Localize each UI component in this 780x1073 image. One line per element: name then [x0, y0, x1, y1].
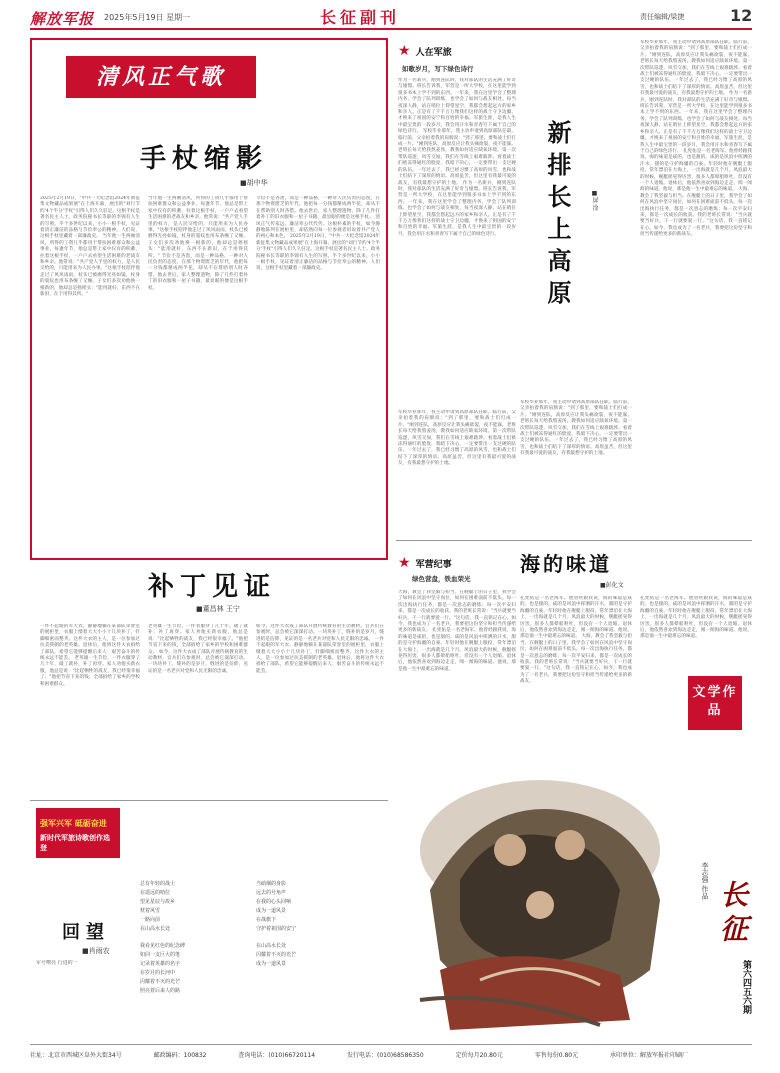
poem-line: 我看见红色的纪念碑: [140, 943, 186, 949]
footer: [30, 1050, 752, 1059]
artwork-caption: 李志强 作品: [701, 862, 709, 900]
article-column: [40, 196, 140, 546]
star-icon: ★: [398, 555, 411, 571]
article-column: [256, 196, 380, 546]
article-column: [520, 400, 632, 530]
special-banner-line2: 新时代军旅诗歌创作选登: [40, 833, 110, 852]
paragraph: 节俭不是吝啬，而是一种品格，一种对人民负责的态度。在那个物资匮乏的年代，他把每一分钱都掰成两半花，却从不在帮助别人时吝惜。他去世后，家人整理遗物，除了几件打着补丁的旧衣服和一屋子书籍，最显眼的便是这根手杖。: [256, 196, 380, 221]
poem-line: 闪耀着不灭的光芒: [256, 952, 297, 958]
poem-line: 在山高水长处: [140, 926, 171, 932]
article-column: [148, 624, 248, 794]
paragraph: 大海，教会了我坚毅与担当。在舰艇上的日子里，我学会了如何在风浪中坚守岗位，如何在困难面前不低头。每一次出海执行任务，都是一次意志的磨炼；每一次平安归来，都是一次成长的收获。我的老班长常说："当兵就要当好兵，干一行就要爱一行。"这句话，我一直铭记在心。如今，我也成为了一名老兵，我要把这份坚守和担当传递给更多的新战友。: [520, 634, 632, 685]
poem-line: 如同一支巨大的笔: [140, 952, 181, 958]
poem-author: ■肖雨农: [82, 947, 110, 955]
article-author: ■胡中华: [240, 179, 268, 187]
poem-line: 记录着英雄的名字: [140, 961, 181, 967]
poem-line: 当硝烟的身影: [256, 881, 287, 887]
article-column: [256, 624, 384, 794]
story-author: ■彭化文: [600, 582, 624, 589]
paragraph: 当年他一生两袖清风，所得的工资几乎都用于帮扶困难群众和公益事业。每逢年节，他总是带上家中仅有的积蓄，拄着这根手杖，一户户去看望生活困难的老战友和乡亲。他常说："共产党人手里的权力，是人民交给的，只能用来为人民办事。"这根手杖陪伴他走过了风风雨雨，杖头已被磨得光亮如镜，杖身的裂纹也用布条缠了又缠。子女们多次劝他换一根新的，他却总是摇摇头："能用就好，东西不在新旧，在于用得其所。": [40, 234, 140, 298]
article-column: [40, 624, 140, 794]
paragraph: 大海，教会了我坚毅与担当。在舰艇上的日子里，我学会了如何在风浪中坚守岗位，如何在困难面前不低头。每一次出海执行任务，都是一次意志的磨炼；每一次平安归来，都是一次成长的收获。我的老班长常说："当兵就要当好兵，干一行就要爱一行。"这句话，我一直铭记在心。如今，我也成为了一名老兵，我要把这份坚守和担当传递给更多的新战友。: [398, 590, 516, 634]
paragraph: 军校毕业那年，我主动申请到高原部队任职。临行前，父亲拍着我的肩膀说："到了那里，要和战士们打成一片。"刚到连队，高原反应让我头痛欲裂，夜不能寐。老班长每天给我熬姜汤，教我如何适应缺氧环境。第一次带队巡逻，风雪交加，我们在雪线上艰难跋涉。看着战士们被冻得通红的脸庞，我暗下决心，一定要带出一支过硬的队伍。一年过去了，我已经习惯了高原的风雪，也和战士们结下了深厚的情谊。高原虽苦，但这里有我最可爱的战友，有我最想守护的土地。: [520, 400, 632, 457]
header-rule: [30, 28, 752, 30]
poem-column: [140, 942, 220, 996]
poem-line: 在战旗下: [256, 917, 277, 923]
paragraph: 作为一名新兵，刚到连队时，我对部队的生活充满了好奇与憧憬。班长告诉我，军营是一所大学校，在这里能学到很多书本上学不到的东西。一年来，我在这里学会了整理内务，学会了队列训练，也学会了如何与战友相处。每当夜深人静，站在哨位上仰望星空，我都会想起远方的家乡和亲人。正是有了千千万万像我们这样的战士守卫边疆，才换来了祖国的安宁和百姓的幸福。军旅生涯，是我人生中最宝贵的一段岁月，我会用汗水和青春写下属于自己的绿色诗行。: [640, 91, 752, 154]
section-subtitle: 绿色营盘，铁血荣光: [412, 575, 471, 583]
paragraph: 清风正气传家远，廉洁奉公代代传。这根朴素的手杖，如今静静地陈列在展柜里，却依然向每一位参观者诉说着共产党人的初心和本色。: [256, 215, 380, 240]
special-banner: [36, 808, 120, 858]
story-title: 海的味道: [520, 552, 612, 576]
footer-price: 定价每月20.80元: [455, 1052, 503, 1059]
issue-number: 第六四五六期: [741, 960, 751, 1014]
section-tag: [398, 552, 452, 571]
poem-line: 远去的号角声: [256, 890, 287, 896]
paragraph: 一件不起眼的军大衣，静静地躺在某部队荣誉室的展柜里，衣服上缀着大大小小十几块补丁，针脚细密而整齐。这件大衣的主人，是一位参加过抗美援朝的老英雄。退休后，他将这件大衣捐给了部队，希望它能够提醒后来人：艰苦奋斗的传统永远不能丢。: [256, 636, 384, 674]
section-tag: [398, 40, 452, 59]
article-column: [640, 40, 752, 530]
footer-phone: 查询电话：(010)66720114: [238, 1052, 316, 1059]
article-title: 补丁见证: [148, 572, 277, 602]
paragraph: 作为一名新兵，刚到连队时，我对部队的生活充满了好奇与憧憬。班长告诉我，军营是一所大学校，在这里能学到很多书本上学不到的东西。一年来，我在这里学会了整理内务，学会了队列训练，也学会了如何与战友相处。每当夜深人静，站在哨位上仰望星空，我都会想起远方的家乡和亲人。正是有了千千万万像我们这样的战士守卫边疆，才换来了祖国的安宁和百姓的幸福。军旅生涯，是我人生中最宝贵的一段岁月，我会用汗水和青春写下属于自己的绿色诗行。: [398, 78, 516, 135]
poem-footnote: 军号嘹亮 行进的一: [36, 960, 78, 966]
poem-line: 在岁月的长河中: [140, 970, 176, 976]
article-column: [398, 410, 516, 530]
poem-column: [256, 942, 346, 969]
divider: [30, 800, 388, 801]
poem-line: 成为一道风景: [256, 908, 287, 914]
paragraph: 2025年2月19日，"中共一大纪念馆2024年新征集文物藏品成果展"在上海开幕，展出的"刘行节约'4个半分'手杖"引得人们久久驻足。这根手杖是著名民主人士、政务院秘书长等职的李锦有人生的写照。半个多世纪以来，小小一根手杖，见证着清正廉洁的品格与节俭奉公的精神。人们说，这根手杖里藏着一部廉政史。: [256, 234, 380, 272]
article-column: [520, 596, 632, 746]
issue-date: 2025年5月19日 星期一: [104, 13, 191, 22]
paragraph: 军校毕业那年，我主动申请到高原部队任职。临行前，父亲拍着我的肩膀说："到了那里，要和战士们打成一片。"刚到连队，高原反应让我头痛欲裂，夜不能寐。老班长每天给我熬姜汤，教我如何适应缺氧环境。第一次带队巡逻，风雪交加，我们在雪线上艰难跋涉。看着战士们被冻得通红的脸庞，我暗下决心，一定要带出一支过硬的队伍。一年过去了，我已经习惯了高原的风雪，也和战士们结下了深厚的情谊。高原虽苦，但这里有我最可爱的战友，有我最想守护的土地。: [398, 129, 516, 186]
paragraph: 如今，这件大衣成了部队开展传统教育的生动教材。官兵们在参观时，总会被它深深打动。一块块补丁，缝补的是岁月，缝进的是信仰，见证的是一名老兵对党和人民无限的忠诚。: [256, 624, 384, 642]
paragraph: 作为一名新兵，刚到连队时，我对部队的生活充满了好奇与憧憬。班长告诉我，军营是一所大学校，在这里能学到很多书本上学不到的东西。一年来，我在这里学会了整理内务，学会了队列训练，也学会了如何与战友相处。每当夜深人静，站在哨位上仰望星空，我都会想起远方的家乡和亲人。正是有了千千万万像我们这样的战士守卫边疆，才换来了祖国的安宁和百姓的幸福。军旅生涯，是我人生中最宝贵的一段岁月，我会用汗水和青春写下属于自己的绿色诗行。: [398, 180, 516, 237]
story-author: ■屏 淦: [591, 190, 598, 211]
paragraph: 大海，教会了我坚毅与担当。在舰艇上的日子里，我学会了如何在风浪中坚守岗位，如何在困难面前不低头。每一次出海执行任务，都是一次意志的磨炼；每一次平安归来，都是一次成长的收获。我的老班长常说："当兵就要当好兵，干一行就要爱一行。"这句话，我一直铭记在心。如今，我也成为了一名老兵，我要把这份坚守和担当传递给更多的新战友。: [640, 187, 752, 238]
section-tag-label: 军营纪事: [415, 560, 452, 570]
masthead-logo: 长征: [716, 880, 749, 948]
page-number: 12: [730, 6, 753, 25]
article-title: 手杖缩影: [140, 144, 269, 174]
footer-retail: 零售每份0.80元: [534, 1052, 579, 1059]
poem-line: 在山高水长处: [256, 943, 287, 949]
paragraph: 节俭不是吝啬，而是一种品格，一种对人民负责的态度。在那个物资匮乏的年代，他把每一分钱都掰成两半花，却从不在帮助别人时吝惜。他去世后，家人整理遗物，除了几件打着补丁的旧衣服和一屋子书籍，最显眼的便是这根手杖。: [148, 253, 248, 291]
section-subtitle: 如歌岁月，写下绿色诗行: [402, 65, 474, 73]
paragraph: 孔宪佑是一名老海军。他曾经跟我说，海的味道是咸的，也是甜的。咸的是风浪中挥洒的汗水，甜的是守护海疆的自豪。年轻时他在舰艇上服役，常年漂泊在大海上，一出海就是几个月。风浪最大的时候，舰艇摇晃得厉害，很多人都晕船呕吐，但没有一个人退缩。退休后，他依然喜欢到海边走走，闻一闻海的味道。他说，那是他一生中最难忘的味道。: [640, 596, 752, 640]
footer-address: 社址：北京市西城区阜外大街34号: [30, 1052, 122, 1059]
footer-rule: [30, 1044, 752, 1045]
poem-column: [140, 880, 216, 934]
poem-title: 回望: [62, 922, 110, 943]
section-title: 长征副刊: [320, 8, 401, 27]
poem-line: 望见星辰与故乡: [140, 899, 176, 905]
artwork-image: [400, 740, 690, 1040]
story-title: 新排长上高原: [543, 120, 572, 312]
paragraph: 军校毕业那年，我主动申请到高原部队任职。临行前，父亲拍着我的肩膀说："到了那里，要和战士们打成一片。"刚到连队，高原反应让我头痛欲裂，夜不能寐。老班长每天给我熬姜汤，教我如何适应缺氧环境。第一次带队巡逻，风雪交加，我们在雪线上艰难跋涉。看着战士们被冻得通红的脸庞，我暗下决心，一定要带出一支过硬的队伍。一年过去了，我已经习惯了高原的风雪，也和战士们结下了深厚的情谊。高原虽苦，但这里有我最可爱的战友，有我最想守护的土地。: [640, 40, 752, 97]
poem-line: 守护着祖国的安宁: [256, 926, 297, 932]
paragraph: 孔宪佑是一名老海军。他曾经跟我说，海的味道是咸的，也是甜的。咸的是风浪中挥洒的汗水，甜的是守护海疆的自豪。年轻时他在舰艇上服役，常年漂泊在大海上，一出海就是几个月。风浪最大的时候，舰艇摇晃得厉害，很多人都晕船呕吐，但没有一个人退缩。退休后，他依然喜欢到海边走走，闻一闻海的味道。他说，那是他一生中最难忘的味道。: [398, 628, 516, 672]
special-banner-line1: 强军兴军 砥砺奋进: [40, 818, 107, 828]
poem-line: 成为一道风景: [256, 961, 287, 967]
poem-line: 照亮着后来人的路: [140, 988, 181, 994]
article-column: [148, 196, 248, 546]
article-column: [640, 596, 752, 656]
paragraph: 如今，这件大衣成了部队开展传统教育的生动教材。官兵们在参观时，总会被它深深打动。一块块补丁，缝补的是岁月，缝进的是信仰，见证的是一名老兵对党和人民无限的忠诚。: [148, 649, 248, 674]
literature-badge: 文学作品: [688, 676, 742, 730]
article-author: ■董昌林 王宁: [196, 605, 240, 613]
paragraph: 军校毕业那年，我主动申请到高原部队任职。临行前，父亲拍着我的肩膀说："到了那里，要和战士们打成一片。"刚到连队，高原反应让我头痛欲裂，夜不能寐。老班长每天给我熬姜汤，教我如何适应缺氧环境。第一次带队巡逻，风雪交加，我们在雪线上艰难跋涉。看着战士们被冻得通红的脸庞，我暗下决心，一定要带出一支过硬的队伍。一年过去了，我已经习惯了高原的风雪，也和战士们结下了深厚的情谊。高原虽苦，但这里有我最可爱的战友，有我最想守护的土地。: [398, 410, 516, 467]
paragraph: 孔宪佑是一名老海军。他曾经跟我说，海的味道是咸的，也是甜的。咸的是风浪中挥洒的汗水，甜的是守护海疆的自豪。年轻时他在舰艇上服役，常年漂泊在大海上，一出海就是几个月。风浪最大的时候，舰艇摇晃得厉害，很多人都晕船呕吐，但没有一个人退缩。退休后，他依然喜欢到海边走走，闻一闻海的味道。他说，那是他一生中最难忘的味道。: [640, 148, 752, 193]
poem-line: 总有年轻的战士: [140, 881, 176, 887]
column-banner: 清风正气歌: [66, 56, 256, 98]
poem-line: 在我的心头回响: [256, 899, 292, 905]
section-tag-label: 人在军旅: [415, 48, 452, 58]
star-icon: ★: [398, 43, 411, 59]
footer-distribution: 发行电话：(010)68586350: [347, 1052, 424, 1059]
paragraph: 老英雄一生节俭，一件衣服穿了几十年，破了就补，补了再穿。家人劝他买新衣服，他总是说："比起牺牲的战友，我已经很幸福了。"他把节省下来的钱，全部捐给了家乡的学校和困难群众。: [148, 624, 248, 655]
paragraph: 孔宪佑是一名老海军。他曾经跟我说，海的味道是咸的，也是甜的。咸的是风浪中挥洒的汗水，甜的是守护海疆的自豪。年轻时他在舰艇上服役，常年漂泊在大海上，一出海就是几个月。风浪最大的时候，舰艇摇晃得厉害，很多人都晕船呕吐，但没有一个人退缩。退休后，他依然喜欢到海边走走，闻一闻海的味道。他说，那是他一生中最难忘的味道。: [520, 596, 632, 640]
masthead-paper-name: 解放军报: [30, 10, 95, 28]
article-column: [398, 78, 516, 408]
paragraph: 一件不起眼的军大衣，静静地躺在某部队荣誉室的展柜里，衣服上缀着大大小小十几块补丁，针脚细密而整齐。这件大衣的主人，是一位参加过抗美援朝的老英雄。退休后，他将这件大衣捐给了部队，希望它能够提醒后来人：艰苦奋斗的传统永远不能丢。: [40, 624, 140, 662]
poem-line: 在遥远的哨位: [140, 890, 171, 896]
paragraph: 老英雄一生节俭，一件衣服穿了几十年，破了就补，补了再穿。家人劝他买新衣服，他总是说："比起牺牲的战友，我已经很幸福了。"他把节省下来的钱，全部捐给了家乡的学校和困难群众。: [40, 656, 140, 687]
poem-line: 闪耀着不灭的光芒: [140, 979, 181, 985]
poem-column: [256, 880, 346, 934]
paragraph: 2025年2月19日，"中共一大纪念馆2024年新征集文物藏品成果展"在上海开幕，展出的"刘行节约'4个半分'手杖"引得人们久久驻足。这根手杖是著名民主人士、政务院秘书长等职的李锦有人生的写照。半个多世纪以来，小小一根手杖，见证着清正廉洁的品格与节俭奉公的精神。人们说，这根手杖里藏着一部廉政史。: [40, 196, 140, 240]
poem-line: 枕着风雪: [140, 908, 161, 914]
poem-line: 一路向前: [140, 917, 161, 923]
footer-postcode: 邮政编码：100832: [153, 1052, 207, 1059]
divider: [396, 540, 752, 541]
editor-credit: 责任编辑/梁捷: [640, 13, 685, 21]
paragraph: 当年他一生两袖清风，所得的工资几乎都用于帮扶困难群众和公益事业。每逢年节，他总是带上家中仅有的积蓄，拄着这根手杖，一户户去看望生活困难的老战友和乡亲。他常说："共产党人手里的权力，是人民交给的，只能用来为人民办事。"这根手杖陪伴他走过了风风雨雨，杖头已被磨得光亮如镜，杖身的裂纹也用布条缠了又缠。子女们多次劝他换一根新的，他却总是摇摇头："能用就好，东西不在新旧，在于用得其所。": [148, 196, 248, 259]
footer-printer: 承印单位：解放军报社印刷厂: [610, 1052, 689, 1059]
